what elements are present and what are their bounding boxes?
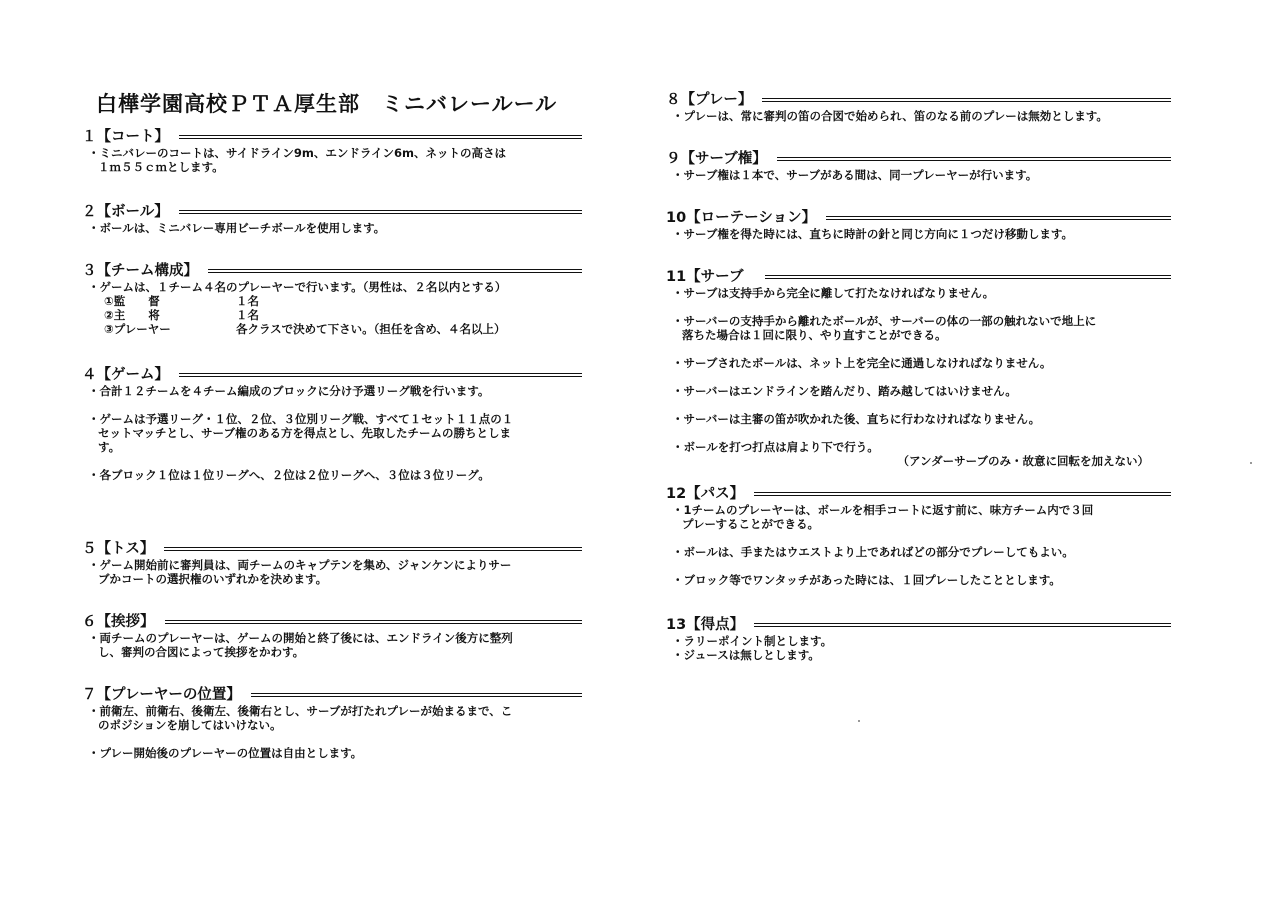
- heading-rule: [754, 623, 1171, 627]
- section-heading: ９【サーブ権】: [666, 151, 767, 167]
- section-paragraph: ・合計１２チームを４チーム編成のブロックに分け予選リーグ戦を行います。: [88, 384, 490, 398]
- section-team: [82, 262, 582, 336]
- role-row: ③プレーヤー 各クラスで決めて下さい。（担任を含め、４名以上）: [104, 322, 506, 336]
- section-paragraph: ・ボールを打つ打点は肩より下で行う。: [672, 440, 879, 454]
- heading-rule: [777, 157, 1171, 161]
- section-paragraph: ・サーブ権は１本で、サーブがある間は、同一プレーヤーが行います。: [672, 168, 1038, 182]
- heading-rule: [179, 135, 582, 139]
- section-heading: ６【挨拶】: [82, 614, 155, 630]
- role-row: ①監 督 １名: [104, 294, 259, 308]
- heading-rule: [826, 216, 1171, 220]
- page-title: 白樺学園高校ＰＴＡ厚生部 ミニバレールール: [96, 92, 558, 116]
- section-toss: [82, 540, 582, 586]
- section-paragraph: ・サーバーはエンドラインを踏んだり、踏み越してはいけません。: [672, 384, 1017, 398]
- section-heading: 13【得点】: [666, 617, 745, 633]
- section-play: [666, 91, 1171, 123]
- section-heading: １【コート】: [82, 129, 169, 145]
- section-serve: [666, 268, 1171, 468]
- section-pass: [666, 485, 1171, 587]
- section-paragraph: ・ボールは、ミニバレー専用ビーチボールを使用します。: [88, 221, 386, 235]
- section-paragraph: ・サーバーは主審の笛が吹かれた後、直ちに行わなければなりません。: [672, 412, 1041, 426]
- section-paragraph: ・ゲームは、１チーム４名のプレーヤーで行います。（男性は、２名以内とする）: [88, 280, 507, 294]
- serve-note: （アンダーサーブのみ・故意に回転を加えない）: [897, 454, 1149, 468]
- section-paragraph: ・ゲーム開始前に審判員は、両チームのキャプテンを集め、ジャンケンによりサー ブかコートの選択権のいずれかを決めます。: [88, 558, 512, 586]
- section-ball: [82, 203, 582, 235]
- section-score: [666, 616, 1171, 662]
- section-paragraph: ・サーブ権を得た時には、直ちに時計の針と同じ方向に１つだけ移動します。: [672, 227, 1074, 241]
- section-paragraph: ・ジュースは無しとします。: [672, 648, 820, 662]
- section-paragraph: ・ボールは、手またはウエストより上であればどの部分でプレーしてもよい。: [672, 545, 1074, 559]
- section-paragraph: ・両チームのプレーヤーは、ゲームの開始と終了後には、エンドライン後方に整列 し、審判の合図によって挨拶をかわす。: [88, 631, 513, 659]
- scan-speck: [858, 720, 860, 722]
- section-court: [82, 128, 582, 174]
- section-paragraph: ・サーブされたボールは、ネット上を完全に通過しなければなりません。: [672, 356, 1052, 370]
- role-row: ②主 将 １名: [104, 308, 259, 322]
- section-greeting: [82, 613, 582, 659]
- section-paragraph: ・ミニバレーのコートは、サイドライン9m、エンドライン6m、ネットの高さは １ｍ５５ｃｍとします。: [88, 146, 506, 174]
- heading-rule: [165, 620, 583, 624]
- heading-rule: [754, 492, 1171, 496]
- section-paragraph: ・ラリーポイント制とします。: [672, 634, 833, 648]
- section-heading: ７【プレーヤーの位置】: [82, 687, 241, 703]
- section-heading: 10【ローテーション】: [666, 210, 817, 226]
- scan-speck: [1250, 462, 1252, 464]
- section-paragraph: ・各ブロック１位は１位リーグへ、２位は２位リーグへ、３位は３位リーグ。: [88, 468, 490, 482]
- section-heading: ２【ボール】: [82, 204, 169, 220]
- section-serve-right: [666, 150, 1171, 182]
- section-paragraph: ・前衛左、前衛右、後衛左、後衛右とし、サーブが打たれプレーが始まるまで、こ のポジションを崩してはいけない。: [88, 704, 513, 732]
- heading-rule: [179, 373, 582, 377]
- heading-rule: [179, 210, 582, 214]
- section-paragraph: ・プレー開始後のプレーヤーの位置は自由とします。: [88, 746, 363, 760]
- section-paragraph: ・ゲームは予選リーグ・１位、２位、３位別リーグ戦、すべて１セット１１点の１ セットマッチとし、サーブ権のある方を得点とし、先取したチームの勝ちとしま す。: [88, 412, 514, 454]
- section-rotation: [666, 209, 1171, 241]
- section-heading: ８【プレー】: [666, 92, 753, 108]
- section-heading: 12【パス】: [666, 486, 745, 502]
- heading-rule: [765, 275, 1171, 279]
- section-paragraph: ・サーバーの支持手から離れたボールが、サーバーの体の一部の触れないで地上に 落ちた場合は１回に限り、やり直すことができる。: [672, 314, 1097, 342]
- heading-rule: [208, 269, 582, 273]
- heading-rule: [251, 693, 582, 697]
- heading-rule: [762, 98, 1171, 102]
- heading-rule: [164, 547, 582, 551]
- section-paragraph: ・ブロック等でワンタッチがあった時には、１回プレーしたこととします。: [672, 573, 1061, 587]
- section-paragraph: ・サーブは支持手から完全に離して打たなければなりません。: [672, 286, 995, 300]
- section-heading: ３【チーム構成】: [82, 263, 198, 279]
- section-positions: [82, 686, 582, 760]
- section-heading: 11【サーブ: [666, 269, 744, 285]
- section-paragraph: ・1チームのプレーヤーは、ボールを相手コートに返す前に、味方チーム内で３回 プレーすることができる。: [672, 503, 1094, 531]
- section-game: [82, 366, 582, 482]
- section-heading: ４【ゲーム】: [82, 367, 169, 383]
- section-paragraph: ・プレーは、常に審判の笛の合図で始められ、笛のなる前のプレーは無効とします。: [672, 109, 1108, 123]
- section-heading: ５【トス】: [82, 541, 155, 557]
